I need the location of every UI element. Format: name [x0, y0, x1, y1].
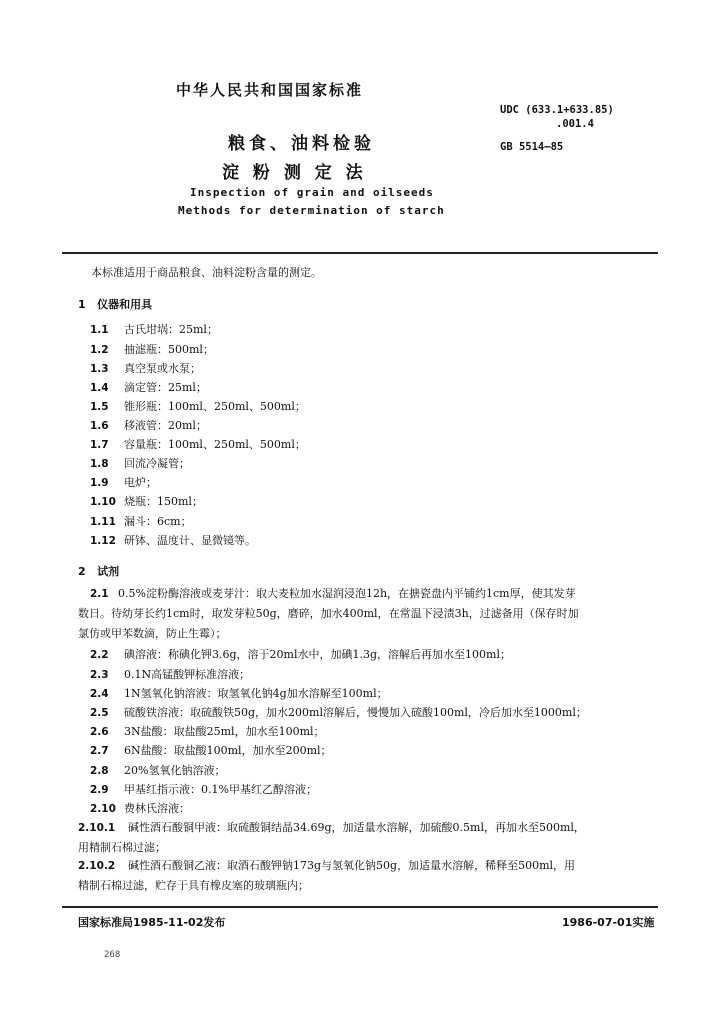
section2-title: 试剂	[97, 565, 120, 578]
title-en-line1: Inspection of grain and oilseeds	[190, 186, 434, 199]
list-item: 1.4 滴定管：25ml；	[90, 381, 207, 394]
list-item: 2.8 20%氢氧化钠溶液；	[90, 764, 226, 777]
section1-heading	[78, 296, 152, 312]
effective-date: 1986-07-01实施	[562, 916, 655, 929]
paragraph-2-1: 2.1 0.5%淀粉酶溶液或麦芽汁：取大麦粒加水湿润浸泡12h，在搪瓷盘内平铺约1cm厚，使其发芽 数日。待幼芽长约1cm时，取发芽粒50g，磨碎，加水400ml，在常温下浸渍3h，过滤备用（保存时加 氯仿或甲苯数滴，防止生霉）；	[78, 587, 579, 640]
gb-code: GB 5514—85	[500, 141, 564, 153]
list-item: 2.10 费林氏溶液：	[90, 802, 190, 815]
list-item: 2.4 1N氢氧化钠溶液：取氢氧化钠4g加水溶解至100ml；	[90, 687, 388, 700]
paragraph-2-10-1: 2.10.1 碱性酒石酸铜甲液：取硫酸铜结晶34.69g，加适量水溶解，加硫酸0.5ml，再加水至500ml， 用精制石棉过滤；	[78, 821, 585, 854]
list-item: 1.1 古氏坩埚：25ml；	[90, 323, 218, 336]
header-divider	[62, 252, 658, 254]
list-item: 1.2 抽滤瓶：500ml；	[90, 343, 214, 356]
list-item: 1.7 容量瓶：100ml、250ml、500ml；	[90, 438, 306, 451]
list-item: 1.5 锥形瓶：100ml、250ml、500ml；	[90, 400, 306, 413]
section1-title: 仪器和用具	[97, 298, 153, 311]
title-cn-line1: 粮食、油料检验	[228, 134, 375, 154]
title-cn-line2: 淀 粉 测 定 法	[222, 163, 367, 183]
list-item: 2.6 3N盐酸：取盐酸25ml，加水至100ml；	[90, 725, 325, 738]
section2-number: 2	[78, 565, 86, 578]
list-item: 2.2 碘溶液：称碘化钾3.6g，溶于20ml水中，加碘1.3g，溶解后再加水至100ml；	[90, 648, 511, 661]
intro-paragraph: 本标准适用于商品粮食、油料淀粉含量的测定。	[91, 266, 322, 279]
section2-heading	[78, 563, 119, 579]
udc-code: UDC (633.1+633.85)	[500, 104, 614, 116]
list-item: 2.5 硫酸铁溶液：取硫酸铁50g，加水200ml溶解后，慢慢加入硫酸100ml，冷后加水至1000ml；	[90, 706, 587, 719]
section1-number: 1	[78, 298, 86, 311]
list-item: 1.9 电炉；	[90, 476, 157, 489]
list-item: 1.8 回流冷凝管；	[90, 457, 190, 470]
list-item: 2.9 甲基红指示液：0.1%甲基红乙醇溶液；	[90, 783, 317, 796]
paragraph-2-10-2: 2.10.2 碱性酒石酸铜乙液：取酒石酸钾钠173g与氢氧化钠50g，加适量水溶解，稀释至500ml，用 精制石棉过滤，贮存于具有橡皮塞的玻璃瓶内；	[78, 859, 576, 892]
footer-divider	[62, 906, 658, 908]
udc-code-suffix: .001.4	[556, 118, 594, 130]
page-number: 268	[104, 950, 121, 960]
list-item: 1.10 烧瓶：150ml；	[90, 495, 203, 508]
list-item: 1.3 真空泵或水泵；	[90, 362, 201, 375]
title-en-line2: Methods for determination of starch	[178, 204, 445, 217]
standard-org-title: 中华人民共和国国家标准	[176, 81, 364, 99]
list-item: 1.12 研钵、温度计、显微镜等。	[90, 534, 256, 547]
list-item: 2.7 6N盐酸：取盐酸100ml，加水至200ml；	[90, 744, 332, 757]
list-item: 1.6 移液管：20ml；	[90, 419, 207, 432]
issue-date: 国家标准局1985-11-02发布	[78, 916, 226, 929]
list-item: 1.11 漏斗：6cm；	[90, 515, 192, 528]
list-item: 2.3 0.1N高锰酸钾标准溶液；	[90, 668, 251, 681]
